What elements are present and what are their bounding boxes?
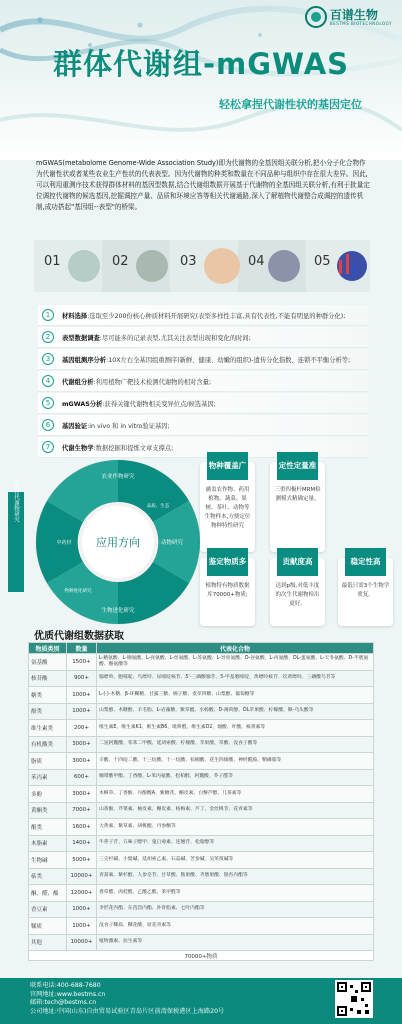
table-header-row (29, 643, 374, 654)
process-list (38, 305, 368, 459)
feature-text: 三重四极杆MRM检测模式精确定量。 (274, 487, 321, 502)
table-row (29, 670, 374, 687)
category-cell: 氨基酸 (29, 654, 67, 671)
count-cell: 5000+ (67, 852, 97, 869)
table-header: 数量 (67, 643, 97, 654)
count-cell: 1600+ (67, 819, 97, 836)
category-cell: 核苷酸 (29, 670, 67, 687)
brand-mark-icon (305, 6, 327, 28)
compounds-cell: 二氢阿魏酸、邻苯二甲酸、延胡索酸、柠檬酸、苹果酸、草酸、没食子酸等 (97, 736, 374, 753)
table-total-row (29, 951, 374, 961)
compounds-cell: 青蒿素、紫杉醇、人参皂苷、甘草酸、熊果酸、齐墩果酸、银杏内酯等 (97, 868, 374, 885)
compounds-cell: 伞形花内酯、东莨菪内酯、补骨脂素、七叶内酯等 (97, 901, 374, 918)
compounds-cell: 辛酸、十四烷二酸、十三烷酸、十一烷酸、棕榈酸、花生四烯酸、神经酰胺、鞘磷脂等 (97, 753, 374, 770)
feature-title: 稳定性高 (345, 548, 386, 576)
count-cell: 200+ (67, 720, 97, 737)
page-title: 群体代谢组-mGWAS (52, 47, 350, 81)
category-cell: 维生素类 (29, 720, 67, 737)
table-row (29, 736, 374, 753)
compounds-cell: 大黄素、紫草素、胡桃醌、丹参酮等 (97, 819, 374, 836)
wheel-segment-label: 农业作物研究 (101, 474, 135, 480)
table-row (29, 852, 374, 869)
table-header: 代表化合物 (97, 643, 374, 654)
count-cell: 1000+ (67, 687, 97, 704)
process-number: 2 (42, 331, 54, 343)
feature-cards (198, 440, 398, 630)
feature-title: 贡献度高 (277, 548, 318, 576)
process-title: 代谢组分析 (62, 378, 94, 386)
category-cell: 多酚 (29, 786, 67, 803)
process-number: 1 (42, 309, 54, 321)
process-title: 基因组测序分析 (62, 356, 107, 364)
category-cell: 生物碱 (29, 852, 67, 869)
category-cell: 脂质 (29, 753, 67, 770)
category-cell: 木脂素 (29, 835, 67, 852)
compounds-cell: 牛蒡子苷、五味子醇甲、鬼臼毒素、连翘苷、松脂醇等 (97, 835, 374, 852)
page-subtitle: 轻松拿捏代谢性状的基因定位 (219, 98, 362, 111)
total-cell: 70000+物质 (29, 951, 374, 961)
feature-title: 鉴定物质多 (207, 548, 248, 576)
process-title: mGWAS分析 (62, 400, 103, 408)
wheel-segment-label: 动物研究 (160, 540, 184, 546)
contact-line: 联系电话:400-688-7680 (30, 982, 101, 989)
wheel-center-label: 应用方向 (96, 536, 140, 549)
table-row (29, 868, 374, 885)
process-item (38, 371, 368, 392)
workflow-steps (34, 240, 370, 292)
compounds-cell: 香草醛、肉桂醛、乙酸乙酯、苯甲醛等 (97, 885, 374, 902)
feature-text: 最低只需3个生物学重复。 (341, 583, 390, 598)
count-cell: 10000+ (67, 868, 97, 885)
process-number: 3 (42, 353, 54, 365)
process-title: 基因验证 (62, 422, 88, 430)
category-cell: 醌类 (29, 819, 67, 836)
process-text: :in vivo 和 in vitro验证基因; (87, 422, 170, 430)
process-text: :获得关键代谢物相关变异位点/候选基因; (102, 400, 216, 408)
compounds-cell: 植物激素、抗生素等 (97, 934, 374, 951)
count-cell: 600+ (67, 769, 97, 786)
category-cell: 酮、醛、酯 (29, 885, 67, 902)
count-cell: 3000+ (67, 753, 97, 770)
metabolite-table (28, 642, 374, 961)
table-row (29, 720, 374, 737)
feature-title: 定性定量准 (277, 452, 318, 480)
count-cell: 7000+ (67, 802, 97, 819)
table-row (29, 786, 374, 803)
step-number: 03 (180, 254, 197, 269)
table-row (29, 654, 374, 671)
feature-card (270, 462, 325, 552)
process-item (38, 393, 368, 414)
hero-banner (0, 0, 402, 160)
category-cell: 糖类 (29, 687, 67, 704)
feature-card (200, 462, 255, 552)
qr-code-icon (335, 980, 373, 1018)
category-cell: 鞣质 (29, 918, 67, 935)
brand-logo (305, 6, 392, 28)
contact-line: 公司地址:中国(山东)自由贸易试验区青岛片区前湾保税港区上海路20号 (30, 1008, 225, 1016)
feature-card (338, 558, 393, 626)
compounds-cell: 木樨草、丁香酚、丹酚酸A、紫檀芪、槲皮素、白藜芦醇、儿茶素等 (97, 786, 374, 803)
process-text: :利用植物广靶技术检测代谢物的相对含量; (93, 378, 212, 386)
table-row (29, 934, 374, 951)
wheel-segment-label: 品质、生态 (146, 504, 170, 509)
process-title: 材料选择 (62, 312, 88, 320)
table-row (29, 835, 374, 852)
contact-line: 邮箱:tech@bestms.cn (30, 999, 97, 1007)
process-title: 表型数据调查 (62, 334, 100, 342)
table-row (29, 885, 374, 902)
wheel-side-label: 中药材代谢物研究 (13, 478, 19, 522)
process-number: 6 (42, 419, 54, 431)
process-item (38, 327, 368, 348)
feature-text: 植物特有物质数据库70000+物质; (205, 583, 250, 598)
step-number: 02 (112, 254, 129, 269)
category-cell: 黄酮类 (29, 802, 67, 819)
section-title: 优质代谢组数据获取 (34, 631, 124, 642)
process-item (38, 349, 368, 370)
count-cell: 1000+ (67, 901, 97, 918)
count-cell: 12000+ (67, 885, 97, 902)
process-number: 4 (42, 375, 54, 387)
process-number: 7 (42, 441, 54, 453)
count-cell: 1000+ (67, 703, 97, 720)
step-number: 01 (44, 254, 61, 269)
table-row (29, 918, 374, 935)
brand-name-en: BESTMS BIOTECHNOLOGY (329, 20, 392, 26)
feature-title: 物种覆盖广 (207, 452, 248, 480)
compounds-cell: 腺嘌呤、胞嘧啶、鸟嘌呤、尿嘧啶核苷、5'-三磷酸腺苷、5-甲基胞嘧啶、黄嘌呤核苷、次黄嘌呤、三磷酸鸟苷等 (97, 670, 374, 687)
feature-text: 涵盖农作物、药用植物、蔬菜、果树、茶叶、动物等生物样本,方便定位物种特性研究 (204, 487, 251, 529)
compounds-cell: 三尖杉碱、小檗碱、延胡索乙素、石蒜碱、苦参碱、吴茱萸碱等 (97, 852, 374, 869)
table-row (29, 753, 374, 770)
process-text: :数据挖掘和提炼文章支撑点; (93, 444, 174, 452)
count-cell: 1000+ (67, 918, 97, 935)
table-row (29, 819, 374, 836)
brand-name: 百谱生物 (329, 7, 378, 22)
table-row (29, 769, 374, 786)
table-row (29, 802, 374, 819)
feature-text: 达到p级,对低丰度的次生代谢物检出更好。 (275, 583, 320, 607)
table-row (29, 703, 374, 720)
table-row (29, 687, 374, 704)
compounds-cell: L-(-)-木糖、β-环糊精、甘露三糖、棉子糖、麦芽四糖、山梨醇、葡萄糖等 (97, 687, 374, 704)
contact-line: 官网地址:www.bestms.cn (30, 990, 106, 998)
category-cell: 萜类 (29, 868, 67, 885)
feature-card (270, 558, 325, 626)
intro-paragraph: mGWAS(metabolome Genome-Wide Association Study)即为代谢物的全基因组关联分析,把小分子化合物作为代谢性状或者某些农业生产性状的代表表型。因为代谢物的种类和数量在不同品种与组织中存在很大差异。因此,可以利用重测序技术获得群体材料的基因型数据,结合代谢组数据开展基于代谢物的全基因组关联分析,有利于批量定位调控代谢物的候选基因,挖掘调控产量、品质和环境应答等相关代谢通路,深入了解植物代谢整合成调控的遗传机制,成功搭起"基因组--表型"的桥梁。 (36, 159, 370, 211)
table-header: 物质类别 (29, 643, 67, 654)
feature-card (200, 558, 255, 626)
category-cell: 苯丙素 (29, 769, 67, 786)
category-cell: 酚类 (29, 703, 67, 720)
wheel-segment-label: 中药材 (56, 540, 72, 546)
category-cell: 有机酸类 (29, 736, 67, 753)
compounds-cell: 山梨醇、木糖醇、羊毛脂、L-岩藻糖、紫草醌、水杨酸、D-薄荷醇、DL苹果酸、柠檬酸、顺-乌头酸等 (97, 703, 374, 720)
count-cell: 900+ (67, 670, 97, 687)
process-item (38, 305, 368, 326)
process-text: :10X左右全基因组重测序(新鲜、健康、幼嫩的组织)-遗传分化指数、连锁不平衡分析等; (106, 356, 351, 364)
process-number: 5 (42, 397, 54, 409)
count-cell: 10000+ (67, 934, 97, 951)
compounds-cell: 山柰酚、芹菜素、柚皮素、槲皮素、杨梅素、芦丁、金丝桃苷、花青素等 (97, 802, 374, 819)
count-cell: 1500+ (67, 654, 97, 671)
contact-info (30, 982, 224, 1017)
count-cell: 3000+ (67, 786, 97, 803)
wheel-segment-label: 物种进化研究 (64, 589, 92, 594)
category-cell: 其他 (29, 934, 67, 951)
step-number: 04 (248, 254, 265, 269)
compounds-cell: 没食子鞣质、鞣花酸、原花青素等 (97, 918, 374, 935)
process-text: :选取至少200份核心种质材料开展研究(表型多样性丰富,具有代表性,不能有明显的种群分化); (87, 312, 346, 320)
process-text: :尽可能多的记录表型,尤其关注表型出现和变化的时间; (99, 334, 251, 342)
step-number: 05 (314, 254, 331, 269)
compounds-cell: L-精氨酸、L-缬氨酸、L-亮氨酸、L-丝氨酸、L-苏氨酸、L-异亮氨酸、D-谷氨酸、L-丙氨酸、DL-蛋氨酸、L-天冬氨酸、D-半胱氨酸、酪氨酸等 (97, 654, 374, 671)
count-cell: 1400+ (67, 835, 97, 852)
process-item (38, 415, 368, 436)
compounds-cell: 咖啡酸甲酯、丁香酸、L-苯丙氨酸、松柏醇、阿魏酸、芥子醛等 (97, 769, 374, 786)
application-wheel (8, 452, 208, 632)
wheel-segment-label: 生物进化研究 (101, 608, 135, 614)
process-title: 代谢生物学 (62, 444, 94, 452)
count-cell: 3000+ (67, 736, 97, 753)
table-row (29, 901, 374, 918)
compounds-cell: 维生素E、维生素K1、维生素B6、吡哆醛、维生素D2、烟酸、叶酸、核黄素等 (97, 720, 374, 737)
table-body (29, 654, 374, 961)
category-cell: 香豆素 (29, 901, 67, 918)
